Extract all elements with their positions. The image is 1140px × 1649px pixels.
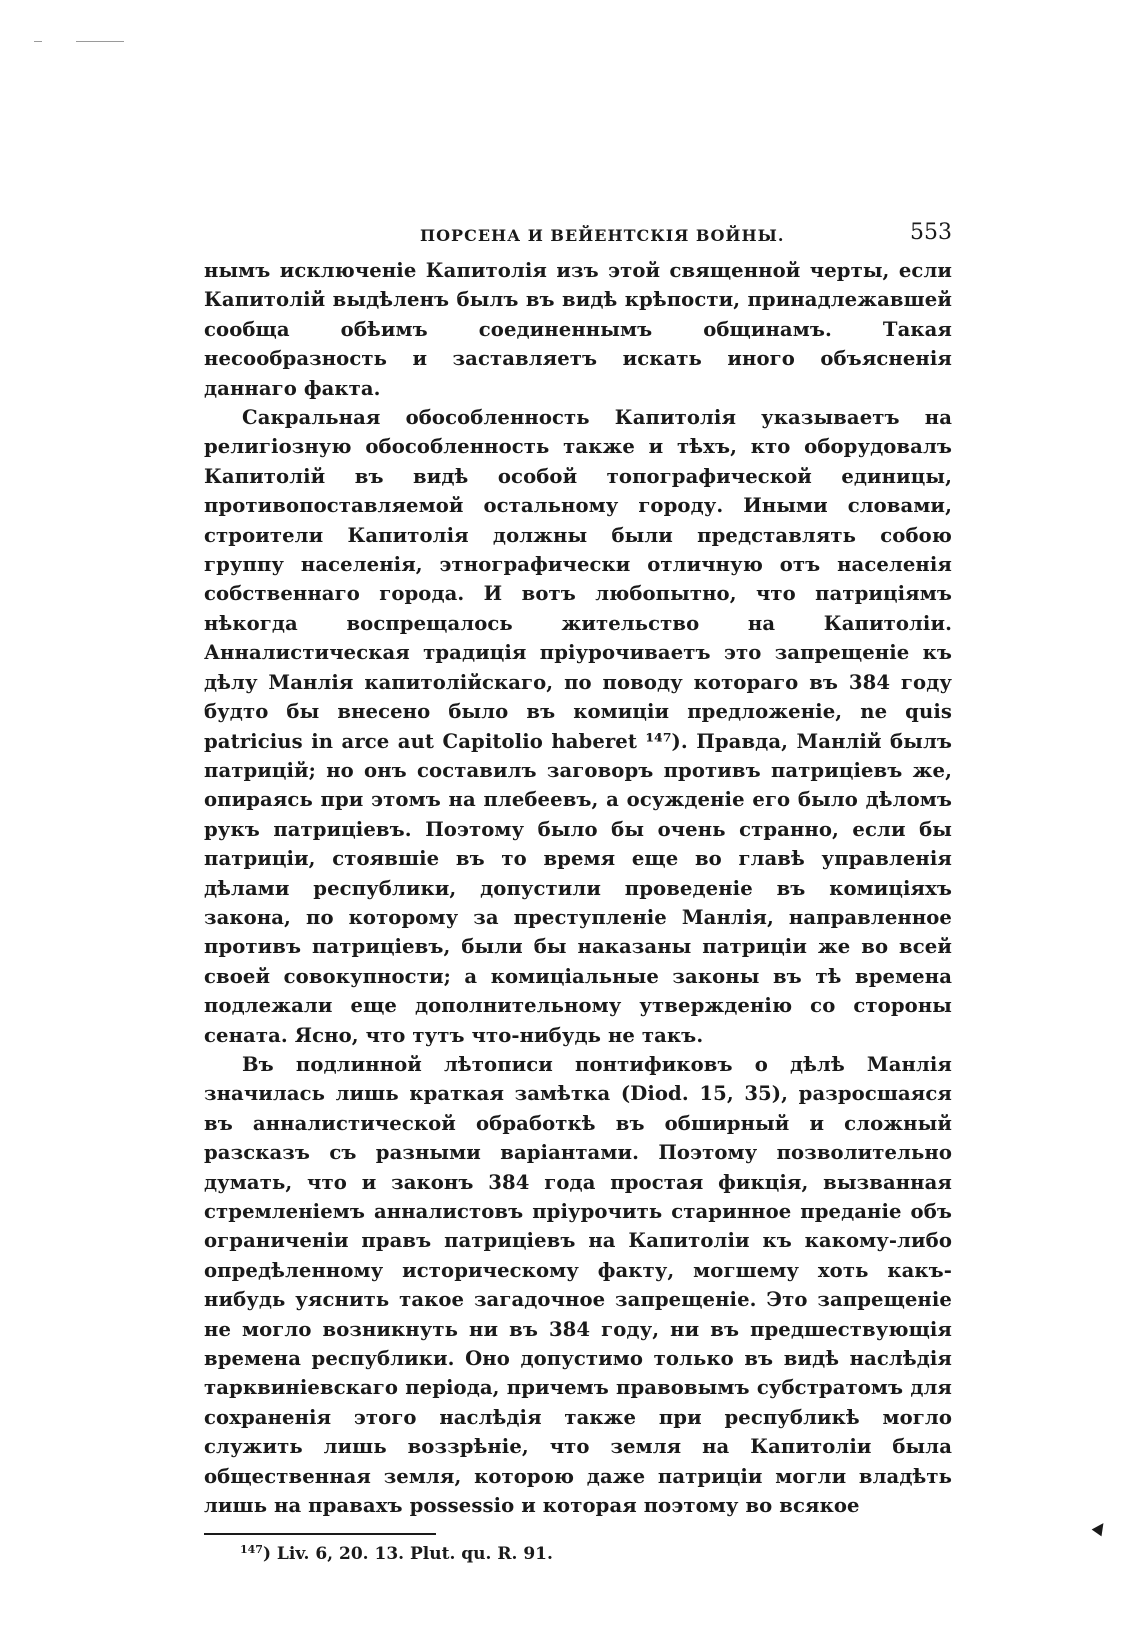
body-text	[204, 256, 952, 1520]
paragraph: Сакральная обособленность Капитолія указываетъ на религіозную обособленность также и тѣхъ, кто оборудовалъ Капитолій въ видѣ особой топографической единицы, противопоставляемой остальному городу. Иными словами, строители Капитолія должны были представлять собою группу населенія, этнографически отличную отъ населенія собственнаго города. И вотъ любопытно, что патриціямъ нѣкогда воспрещалось жительство на Капитоліи. Анналистическая традиція пріурочиваетъ это запрещеніе къ дѣлу Манлія капитолійскаго, по поводу котораго въ 384 году будто бы внесено было въ комиціи предложеніе, ne quis patricius in arce aut Capitolio haberet ¹⁴⁷). Правда, Манлій былъ патрицій; но онъ составилъ заговоръ противъ патриціевъ же, опираясь при этомъ на плебеевъ, а осужденіе его было дѣломъ рукъ патриціевъ. Поэтому было бы очень странно, если бы патриціи, стоявшіе въ то время еще во главѣ управленія дѣлами республики, допустили проведеніе въ комиціяхъ закона, по которому за преступленіе Манлія, направленное противъ патриціевъ, были бы наказаны патриціи же во всей своей совокупности; а комиціальные законы въ тѣ времена подлежали еще дополнительному утвержденію со стороны сената. Ясно, что тутъ что-нибудь не такъ.	[204, 406, 952, 1047]
footnote-rule	[204, 1533, 436, 1535]
page-number: 553	[910, 220, 952, 245]
running-head	[204, 216, 952, 250]
footnote-text: ) Liv. 6, 20. 13. Plut. qu. R. 91.	[262, 1544, 553, 1565]
paragraph: нымъ исключеніе Капитолія изъ этой священной черты, если Капитолій выдѣленъ былъ въ видѣ крѣпости, принадлежавшей сообща обѣимъ соединеннымъ общинамъ. Такая несообразность и заставляетъ искать иного объясненія даннаго факта.	[204, 259, 952, 400]
scan-corner-mark	[1092, 1520, 1109, 1537]
footnote-number: 147	[240, 1543, 263, 1557]
book-page	[204, 216, 952, 1564]
running-title: ПОРСЕНА И ВЕЙЕНТСКІЯ ВОЙНЫ.	[420, 226, 785, 245]
scan-edge-mark	[76, 41, 124, 42]
footnote	[204, 1543, 952, 1564]
scan-edge-mark	[34, 41, 42, 42]
paragraph: Въ подлинной лѣтописи понтификовъ о дѣлѣ Манлія значилась лишь краткая замѣтка (Diod. 15, 35), разросшаяся въ анналистической обработкѣ въ обширный и сложный разсказъ съ разными варіантами. Поэтому позволительно думать, что и законъ 384 года простая фикція, вызванная стремленіемъ анналистовъ пріурочить старинное преданіе объ ограниченіи правъ патриціевъ на Капитоліи къ какому-либо опредѣленному историческому факту, могшему хоть какъ-нибудь уяснить такое загадочное запрещеніе. Это запрещеніе не могло возникнуть ни въ 384 году, ни въ предшествующія времена республики. Оно допустимо только въ видѣ наслѣдія тарквиніевскаго періода, причемъ правовымъ субстратомъ для сохраненія этого наслѣдія также при республикѣ могло служить лишь воззрѣніе, что земля на Капитоліи была общественная земля, которою даже патриціи могли владѣть лишь на правахъ possessio и которая поэтому во всякое	[204, 1052, 952, 1518]
